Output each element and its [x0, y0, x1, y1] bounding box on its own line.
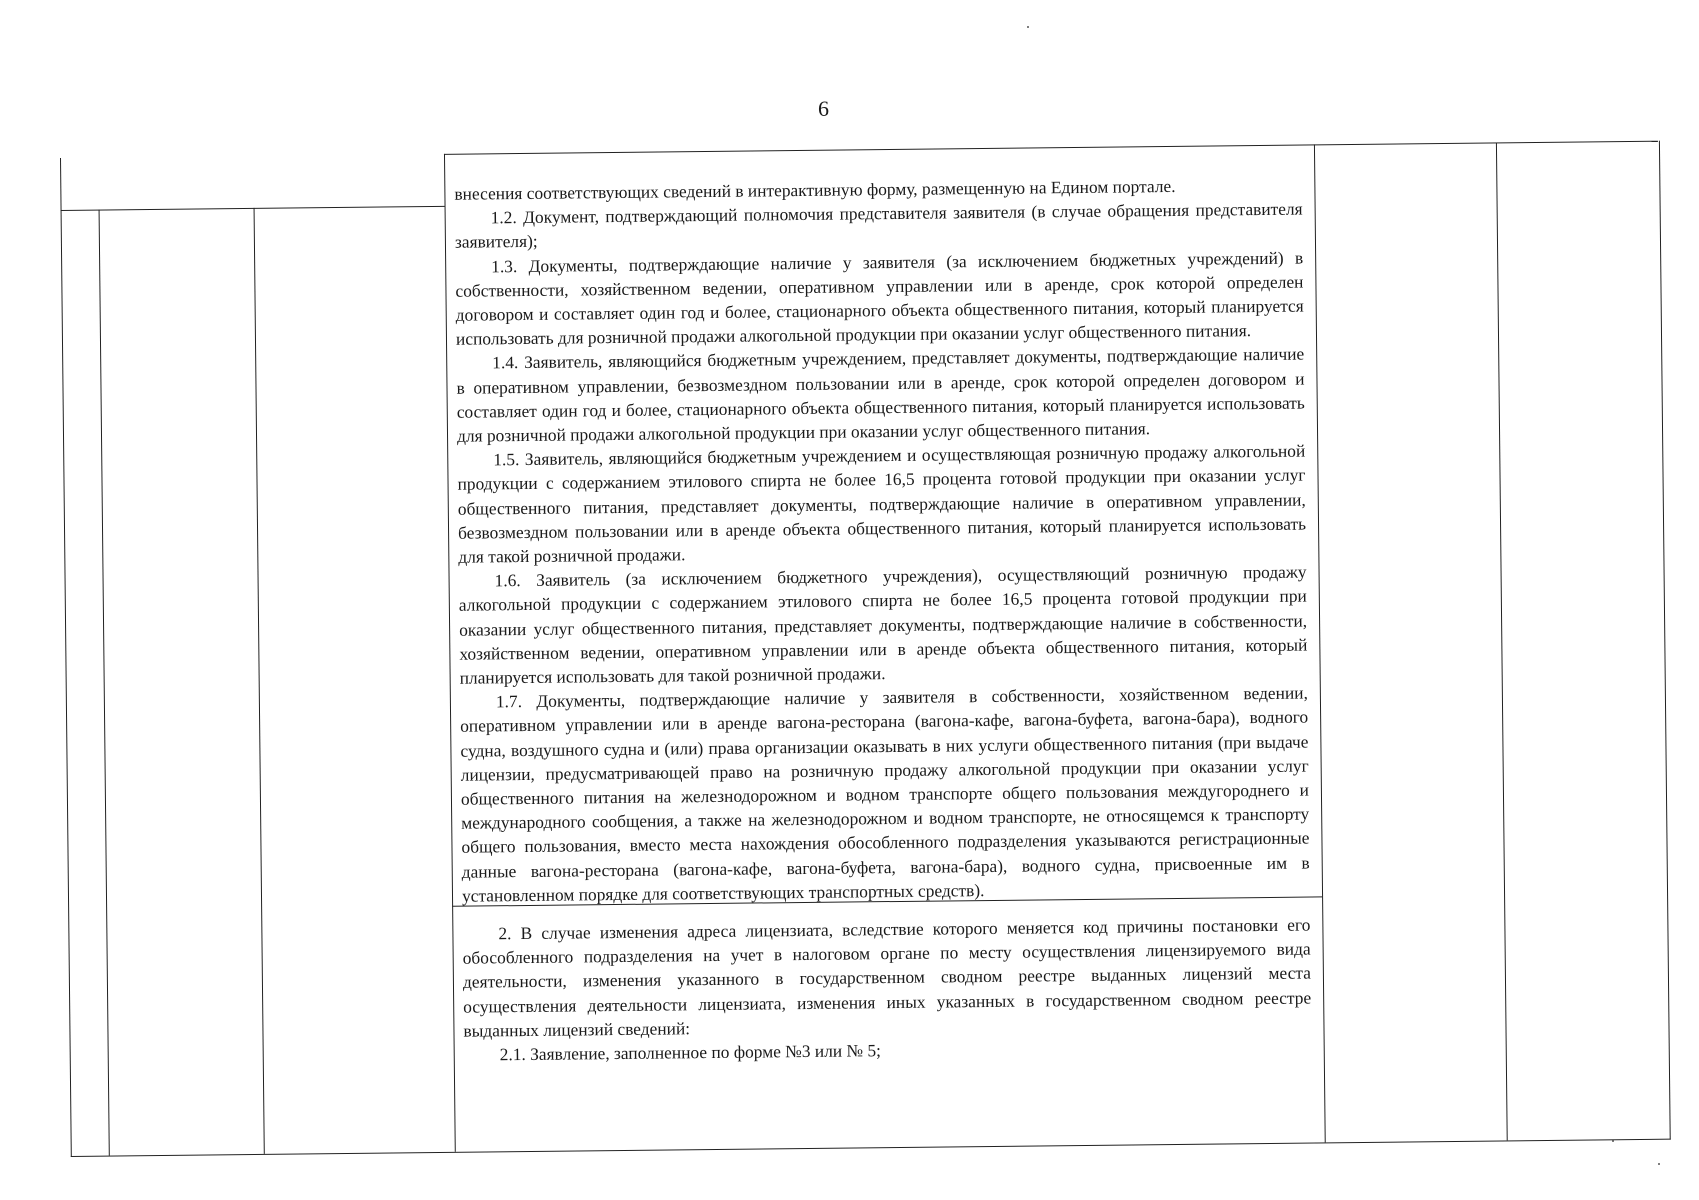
scan-speck	[1612, 1140, 1614, 1142]
table-sheet	[60, 141, 1671, 1158]
paragraph-2-1: 2.1. Заявление, заполненное по форме №3 или № 5;	[499, 1040, 882, 1065]
paragraph-1-4: 1.4. Заявитель, являющийся бюджетным учреждением, представляет документы, подтверждающие наличие в оперативном управлении, безвозмездном пользовании или в аренде, срок которой определен договором и составляет один год и более, стационарного объекта общественного питания, который планируется использовать для розничной продажи алкогольной продукции при оказании услуг общественного питания.	[456, 343, 1305, 446]
paragraph-1-7: 1.7. Документы, подтверждающие наличие у заявителя в собственности, хозяйственном ведении, оперативном управлении или в аренде вагона-ресторана (вагона-кафе, вагона-буфета, вагона-бара), водного судна, воздушного судна и (или) права организации оказывать в них услуги общественного питания (при выдаче лицензии, предусматривающей право на розничную продажу алкогольной продукции при оказании услуг общественного питания на железнодорожном и водном транспорте общего пользования междугороднего и международного сообщения, а также на железнодорожном и водном транспорте, не относящемся к транспорту общего пользования, вместо места нахождения обособленного подразделения указываются регистрационные данные вагона-ресторана (вагона-кафе, вагона-буфета, вагона-бара), водного судна, присвоенные им в установленном порядке для соответствующих транспортных средств).	[460, 682, 1310, 906]
requirements-text-section-2	[462, 913, 1312, 1067]
scan-speck	[1027, 26, 1029, 28]
paragraph-1-2: 1.2. Документ, подтверждающий полномочия представителя заявителя (в случае обращения представителя заявителя);	[454, 198, 1303, 253]
paragraph-1-6: 1.6. Заявитель (за исключением бюджетного учреждения), осуществляющий розничную продажу алкогольной продукции с содержанием этилового спирта не более 16,5 процента готовой продукции при оказании услуг общественного питания, представляет документы, подтверждающие наличие в собственности, хозяйственном ведении, оперативном управлении или в аренде объекта общественного питания, который планируется использовать для такой розничной продажи.	[458, 561, 1308, 688]
requirements-text-section-1	[454, 173, 1310, 908]
paragraph-portal: внесения соответствующих сведений в интерактивную форму, размещенную на Едином портале.	[454, 175, 1176, 204]
paragraph-2: 2. В случае изменения адреса лицензиата, вследствие которого меняется код причины постановки его обособленного подразделения на учет в налоговом органе по месту осуществления лицензируемого вида деятельности, изменения указанного в государственном сводном реестре выданных лицензий места осуществления деятельности лицензиата, изменения иных указанных в государственном сводном реестре выданных лицензий сведений:	[462, 914, 1312, 1041]
page-number: 6	[818, 96, 830, 121]
paragraph-1-5: 1.5. Заявитель, являющийся бюджетным учреждением и осуществляющая розничную продажу алкогольной продукции с содержанием этилового спирта не более 16,5 процента готовой продукции при оказании услуг общественного питания, представляет документы, подтверждающие наличие в оперативном управлении, безвозмездном пользовании или в аренде объекта общественного питания, который планируется использовать для такой розничной продажи.	[457, 440, 1307, 567]
paragraph-1-3: 1.3. Документы, подтверждающие наличие у заявителя (за исключением бюджетных учреждений) в собственности, хозяйственном ведении, оперативном управлении или в аренде, срок которой определен договором и составляет один год и более, стационарного объекта общественного питания, который планируется использовать для розничной продажи алкогольной продукции при оказании услуг общественного питания.	[455, 247, 1304, 349]
scan-speck	[1658, 1163, 1660, 1165]
